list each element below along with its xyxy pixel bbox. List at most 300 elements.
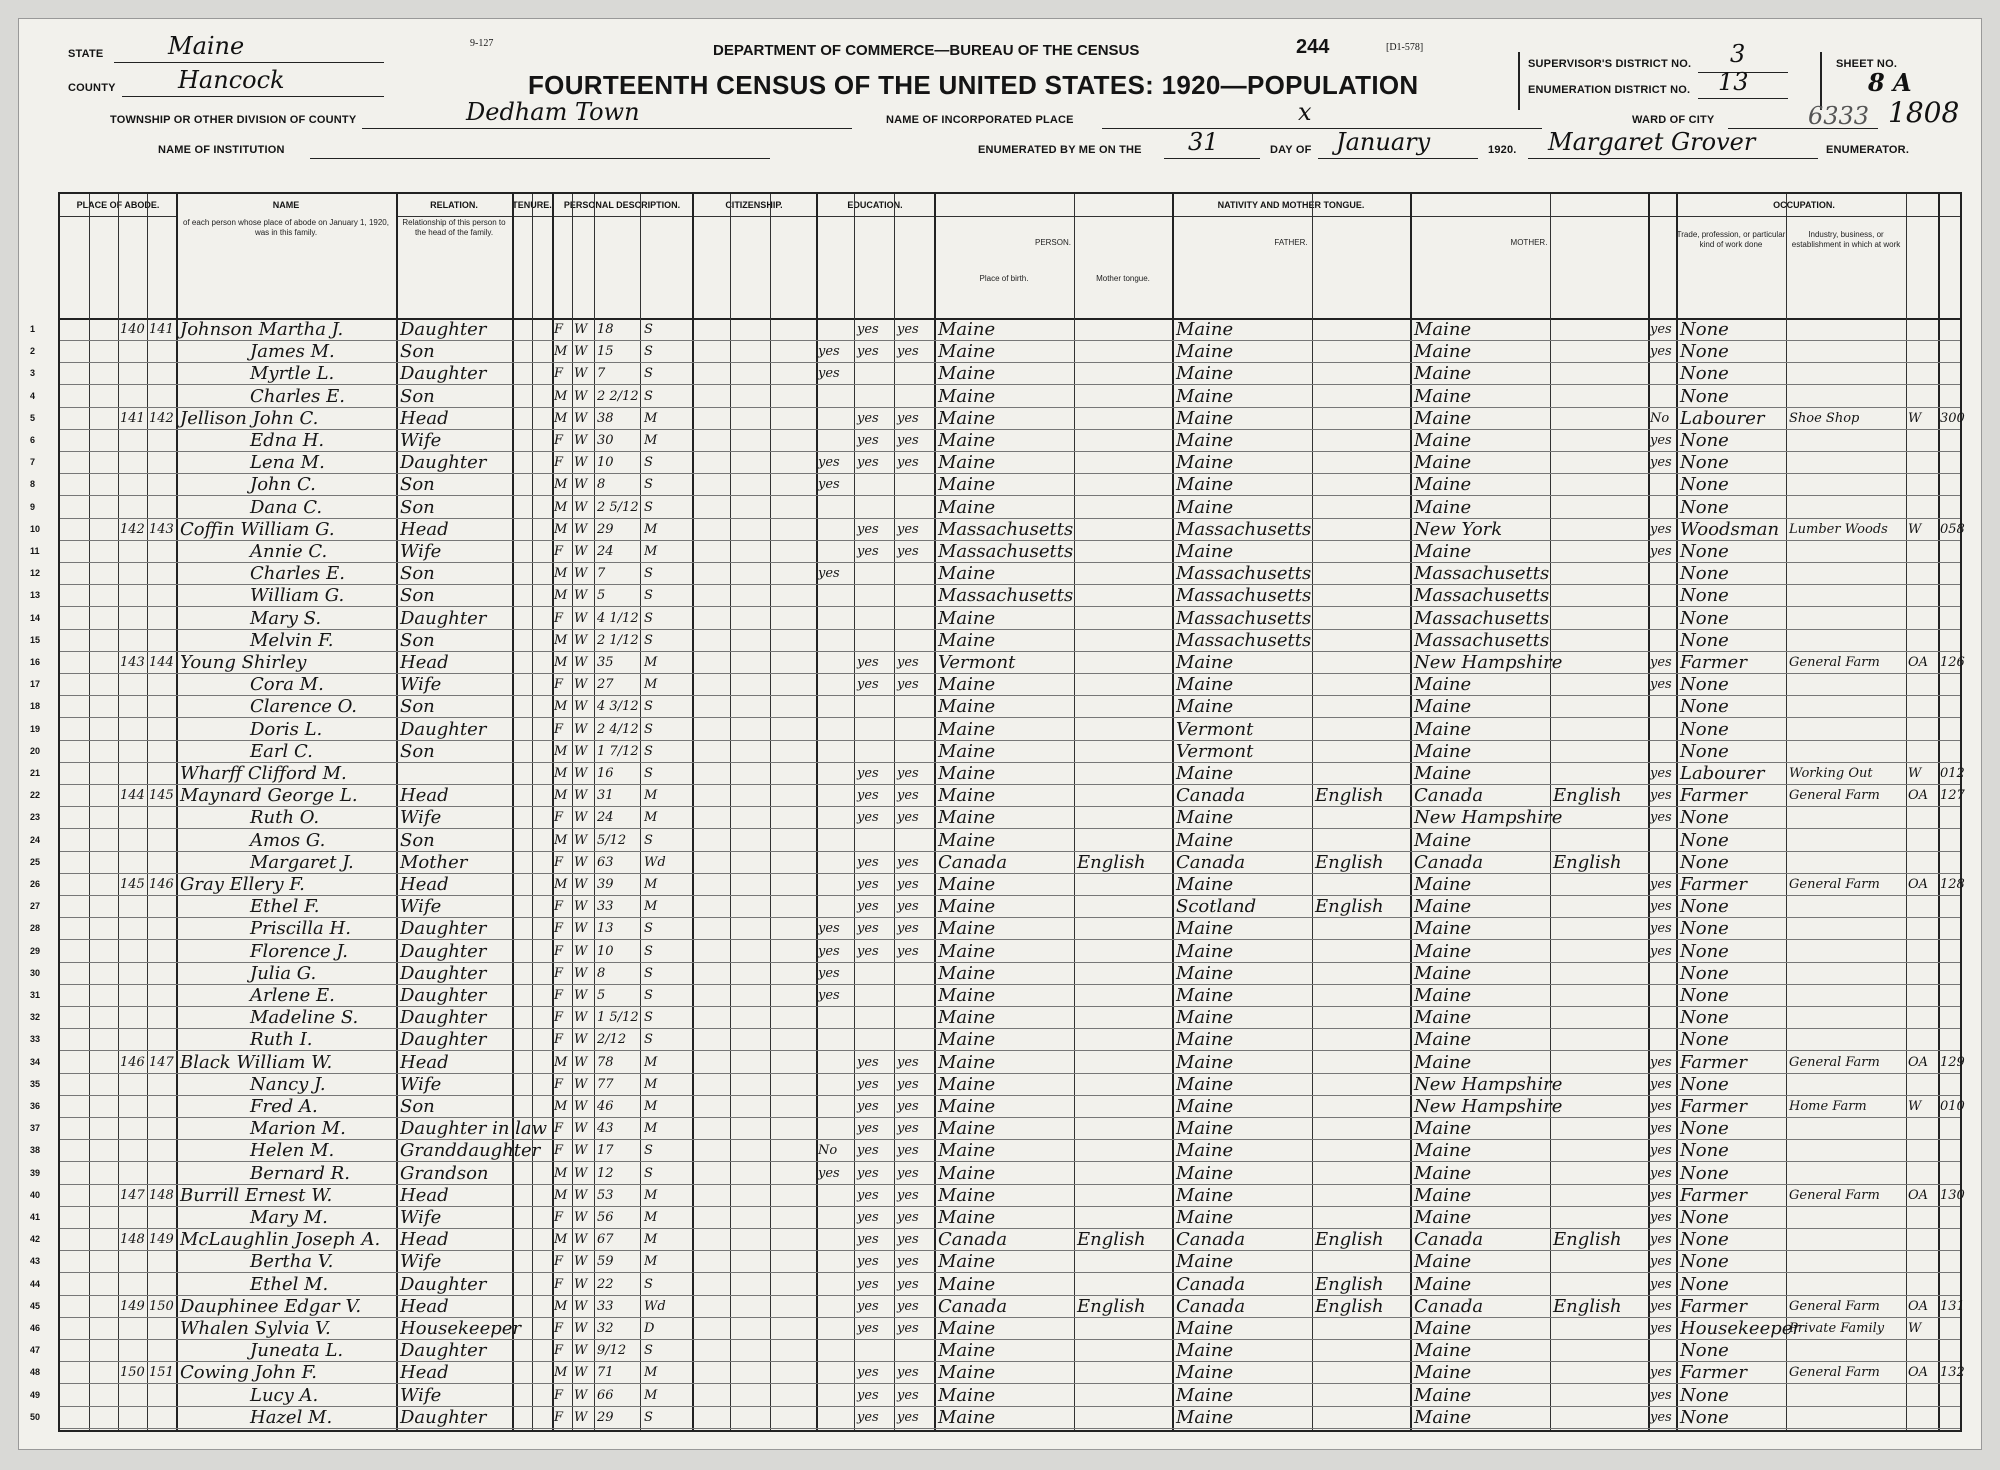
cell-sex: M bbox=[554, 588, 568, 604]
cell-mpob: Maine bbox=[1414, 541, 1472, 562]
cell-n: 46 bbox=[30, 1323, 41, 1333]
cell-rel: Head bbox=[400, 1051, 449, 1073]
cell-mpob: New Hampshire bbox=[1414, 807, 1563, 829]
cell-trade: None bbox=[1680, 474, 1729, 496]
cell-mtongue bbox=[1553, 1028, 1647, 1050]
cell-name: Ruth O. bbox=[250, 807, 320, 829]
cell-age: 32 bbox=[597, 1321, 614, 1336]
cell-read bbox=[857, 584, 893, 606]
cell-fam bbox=[149, 1384, 177, 1406]
cell-ind bbox=[1789, 1028, 1905, 1050]
cell-tongue bbox=[1077, 1095, 1171, 1117]
enumeration-month: January bbox=[1336, 128, 1431, 156]
cell-name: Julia G. bbox=[250, 962, 317, 984]
cell-race: W bbox=[574, 410, 588, 426]
cell-ftongue bbox=[1315, 1162, 1409, 1184]
cell-sex: M bbox=[554, 766, 568, 781]
cell-mtongue bbox=[1553, 562, 1647, 584]
cell-tongue bbox=[1077, 718, 1171, 740]
enumerator-name: Margaret Grover bbox=[1548, 128, 1756, 156]
cell-ind bbox=[1789, 1073, 1905, 1095]
cell-trade: None bbox=[1680, 696, 1729, 718]
cell-mtongue bbox=[1553, 1384, 1647, 1406]
cell-race: W bbox=[574, 899, 588, 915]
cell-n: 4 bbox=[30, 390, 36, 401]
cell-ms: Wd bbox=[644, 1298, 666, 1314]
cell-n: 10 bbox=[30, 523, 41, 534]
supervisor-label: SUPERVISOR'S DISTRICT NO. bbox=[1528, 58, 1692, 70]
cell-write: yes bbox=[897, 521, 919, 537]
cell-n: 3 bbox=[30, 368, 36, 379]
cell-trade: None bbox=[1680, 385, 1729, 407]
cell-fam bbox=[149, 718, 177, 740]
cell-pob: Maine bbox=[938, 674, 996, 696]
cell-pob: Maine bbox=[938, 1251, 996, 1273]
cell-eng: yes bbox=[1650, 1254, 1672, 1270]
cell-race: W bbox=[574, 943, 588, 959]
cell-eng bbox=[1650, 1006, 1676, 1028]
cell-fam bbox=[149, 940, 177, 962]
cell-dw bbox=[120, 1117, 148, 1139]
col-header-mother: MOTHER. bbox=[1510, 238, 1548, 247]
cell-fpob: Maine bbox=[1176, 319, 1234, 340]
cell-fpob: Maine bbox=[1176, 1007, 1234, 1029]
cell-sch: yes bbox=[818, 943, 840, 959]
cell-ftongue bbox=[1315, 318, 1409, 340]
cell-pob: Maine bbox=[938, 940, 996, 962]
cell-mpob: New York bbox=[1414, 518, 1503, 540]
cell-trade: None bbox=[1680, 829, 1729, 851]
cell-tongue: English bbox=[1077, 851, 1146, 873]
cell-ftongue bbox=[1315, 1184, 1409, 1206]
cell-race: W bbox=[574, 877, 588, 892]
cell-code bbox=[1940, 562, 1960, 584]
cell-mpob: Maine bbox=[1414, 341, 1472, 363]
cell-sex: M bbox=[554, 344, 568, 360]
cell-mtongue bbox=[1553, 740, 1647, 762]
cell-cls bbox=[1908, 984, 1936, 1006]
cell-name: Juneata L. bbox=[250, 1340, 344, 1362]
cell-read: yes bbox=[857, 1232, 879, 1248]
cell-mpob: Maine bbox=[1414, 496, 1472, 518]
cell-ms: S bbox=[644, 344, 653, 360]
cell-age: 4 1/12 bbox=[597, 610, 639, 626]
table-row bbox=[30, 718, 1960, 741]
cell-ftongue bbox=[1315, 1361, 1409, 1383]
cell-pob: Maine bbox=[938, 740, 996, 762]
cell-dw bbox=[120, 1250, 148, 1272]
cell-trade: None bbox=[1680, 940, 1729, 962]
cell-read: yes bbox=[857, 1276, 879, 1292]
cell-sch: yes bbox=[818, 366, 840, 382]
cell-pob: Maine bbox=[938, 763, 996, 784]
cell-age: 24 bbox=[597, 544, 614, 559]
cell-ind bbox=[1789, 385, 1905, 407]
cell-fam bbox=[149, 829, 177, 851]
cell-eng: yes bbox=[1650, 1054, 1672, 1070]
cell-sch: yes bbox=[818, 988, 840, 1003]
sheet-value: 8 A bbox=[1868, 68, 1912, 97]
table-row bbox=[30, 1317, 1960, 1340]
cell-name: Cowing John F. bbox=[180, 1362, 317, 1384]
census-title: FOURTEENTH CENSUS OF THE UNITED STATES: 1920—POPULATION bbox=[528, 70, 1419, 100]
cell-tongue bbox=[1077, 540, 1171, 562]
cell-n: 9 bbox=[30, 501, 36, 512]
table-row bbox=[30, 1117, 1960, 1140]
cell-mtongue bbox=[1553, 940, 1647, 962]
cell-mtongue bbox=[1553, 762, 1647, 784]
table-row bbox=[30, 762, 1965, 785]
cell-n: 14 bbox=[30, 612, 41, 623]
cell-pob: Maine bbox=[938, 918, 996, 940]
cell-sch bbox=[818, 1228, 854, 1250]
cell-cls bbox=[1908, 1273, 1936, 1295]
cell-name: Ethel M. bbox=[250, 1273, 329, 1295]
table-header bbox=[60, 194, 1960, 320]
cell-ind bbox=[1789, 540, 1905, 562]
cell-tongue bbox=[1077, 917, 1171, 939]
cell-ftongue bbox=[1315, 1028, 1409, 1050]
cell-write bbox=[897, 584, 933, 606]
cell-race: W bbox=[574, 388, 588, 404]
cell-trade: Labourer bbox=[1680, 763, 1765, 784]
cell-write bbox=[897, 1006, 933, 1028]
cell-pob: Maine bbox=[938, 718, 996, 740]
cell-sch bbox=[818, 1073, 854, 1095]
form-number: 9-127 bbox=[470, 38, 494, 49]
cell-rel: Head bbox=[400, 785, 449, 807]
cell-trade: None bbox=[1680, 962, 1729, 984]
cell-fam: 151 bbox=[149, 1365, 174, 1381]
cell-read bbox=[857, 695, 893, 717]
stamp-number: 244 bbox=[1296, 36, 1330, 58]
cell-age: 4 3/12 bbox=[597, 699, 639, 715]
cell-eng: yes bbox=[1650, 677, 1672, 693]
cell-tongue bbox=[1077, 1051, 1171, 1073]
cell-n: 17 bbox=[30, 679, 41, 690]
cell-cls bbox=[1908, 1250, 1936, 1272]
cell-race: W bbox=[574, 1143, 588, 1159]
cell-sch bbox=[818, 607, 854, 629]
cell-ind bbox=[1789, 695, 1905, 717]
cell-sex: M bbox=[554, 632, 568, 648]
cell-trade: None bbox=[1680, 718, 1729, 740]
cell-mpob: Maine bbox=[1414, 1384, 1472, 1406]
cell-n: 33 bbox=[30, 1034, 41, 1045]
cell-race: W bbox=[574, 965, 588, 981]
cell-ftongue bbox=[1315, 340, 1409, 362]
cell-ind bbox=[1789, 962, 1905, 984]
cell-mtongue bbox=[1553, 540, 1647, 562]
cell-cls bbox=[1908, 940, 1936, 962]
cell-mtongue bbox=[1553, 718, 1647, 740]
cell-pob: Maine bbox=[938, 1318, 996, 1339]
cell-read: yes bbox=[857, 433, 879, 448]
cell-name: Whalen Sylvia V. bbox=[180, 1318, 331, 1339]
cell-ind bbox=[1789, 917, 1905, 939]
cell-dw: 142 bbox=[120, 521, 145, 537]
cell-mpob: Maine bbox=[1414, 962, 1472, 984]
cell-sch bbox=[818, 740, 854, 762]
cell-name: Margaret J. bbox=[250, 851, 354, 873]
cell-ind: Lumber Woods bbox=[1789, 521, 1888, 537]
cell-pob: Maine bbox=[938, 1118, 996, 1140]
cell-write bbox=[897, 829, 933, 851]
cell-cls bbox=[1908, 695, 1936, 717]
cell-n: 23 bbox=[30, 812, 41, 823]
cell-dw: 147 bbox=[120, 1187, 145, 1203]
cell-code bbox=[1940, 584, 1960, 606]
institution-underline bbox=[310, 158, 770, 159]
cell-race: W bbox=[574, 632, 588, 648]
cell-name: Wharff Clifford M. bbox=[180, 763, 347, 784]
cell-tongue bbox=[1077, 1139, 1171, 1161]
cell-tongue bbox=[1077, 829, 1171, 851]
cell-ftongue bbox=[1315, 451, 1409, 473]
cell-sex: F bbox=[554, 1343, 564, 1359]
cell-n: 30 bbox=[30, 967, 41, 978]
cell-trade: None bbox=[1680, 1140, 1729, 1162]
cell-ms: S bbox=[644, 965, 653, 981]
cell-mtongue bbox=[1553, 806, 1647, 828]
cell-pob: Maine bbox=[938, 985, 996, 1006]
cell-eng bbox=[1650, 362, 1676, 384]
cell-sex: F bbox=[554, 1409, 564, 1425]
cell-read: yes bbox=[857, 1254, 879, 1270]
cell-sch bbox=[818, 496, 854, 518]
cell-mtongue bbox=[1553, 1184, 1647, 1206]
cell-tongue bbox=[1077, 762, 1171, 784]
cell-cls: W bbox=[1908, 766, 1922, 781]
cell-rel: Daughter bbox=[400, 985, 487, 1006]
cell-fpob: Maine bbox=[1176, 452, 1234, 474]
cell-n: 27 bbox=[30, 901, 41, 912]
cell-eng bbox=[1650, 473, 1676, 495]
cell-n: 18 bbox=[30, 701, 41, 712]
cell-pob: Maine bbox=[938, 1051, 996, 1073]
cell-sch: yes bbox=[818, 566, 840, 582]
cell-race: W bbox=[574, 588, 588, 604]
cell-race: W bbox=[574, 1298, 588, 1314]
cell-cls bbox=[1908, 1006, 1936, 1028]
cell-ind: General Farm bbox=[1789, 1187, 1880, 1203]
cell-cls bbox=[1908, 584, 1936, 606]
cell-write bbox=[897, 562, 933, 584]
cell-code: 058 bbox=[1940, 521, 1965, 537]
cell-rel: Daughter bbox=[400, 452, 487, 474]
cell-rel: Son bbox=[400, 385, 435, 407]
cell-fpob: Canada bbox=[1176, 1295, 1246, 1317]
cell-ind bbox=[1789, 629, 1905, 651]
cell-age: 5/12 bbox=[597, 832, 627, 848]
cell-cls bbox=[1908, 829, 1936, 851]
cell-write: yes bbox=[897, 899, 919, 915]
cell-code bbox=[1940, 1028, 1960, 1050]
cell-sex: M bbox=[554, 521, 568, 537]
cell-name: Florence J. bbox=[250, 940, 348, 962]
cell-code: 127 bbox=[1940, 788, 1965, 804]
cell-mtongue bbox=[1553, 1406, 1647, 1428]
cell-sex: M bbox=[554, 1365, 568, 1381]
cell-fpob: Maine bbox=[1176, 407, 1234, 429]
cell-read: yes bbox=[857, 1321, 879, 1336]
cell-n: 25 bbox=[30, 856, 41, 867]
cell-fam bbox=[149, 629, 177, 651]
table-row bbox=[30, 473, 1960, 496]
township-value: Dedham Town bbox=[466, 98, 640, 126]
cell-race: W bbox=[574, 1054, 588, 1070]
cell-sch: No bbox=[818, 1143, 838, 1159]
cell-mtongue bbox=[1553, 1162, 1647, 1184]
cell-tongue bbox=[1077, 962, 1171, 984]
incorporated-label: NAME OF INCORPORATED PLACE bbox=[886, 114, 1074, 126]
cell-ftongue bbox=[1315, 362, 1409, 384]
cell-rel: Head bbox=[400, 1362, 449, 1384]
cell-mpob: Maine bbox=[1414, 740, 1472, 762]
cell-write: yes bbox=[897, 433, 919, 448]
cell-sch bbox=[818, 1117, 854, 1139]
cell-ftongue bbox=[1315, 651, 1409, 673]
cell-ind bbox=[1789, 1139, 1905, 1161]
cell-trade: None bbox=[1680, 629, 1729, 651]
cell-rel: Son bbox=[400, 563, 435, 585]
cell-ms: M bbox=[644, 1076, 658, 1092]
cell-ms: S bbox=[644, 1409, 653, 1425]
cell-code bbox=[1940, 473, 1960, 495]
cell-mtongue bbox=[1553, 1206, 1647, 1228]
cell-fam bbox=[149, 562, 177, 584]
cell-n: 42 bbox=[30, 1234, 41, 1245]
cell-sex: F bbox=[554, 965, 564, 981]
cell-fpob: Maine bbox=[1176, 829, 1234, 851]
cell-age: 29 bbox=[597, 521, 614, 537]
cell-mtongue bbox=[1553, 1073, 1647, 1095]
cell-read: yes bbox=[857, 1365, 879, 1381]
cell-n: 41 bbox=[30, 1212, 41, 1222]
cell-code bbox=[1940, 673, 1960, 695]
cell-tongue bbox=[1077, 518, 1171, 540]
cell-ftongue bbox=[1315, 607, 1409, 629]
cell-ftongue bbox=[1315, 1406, 1409, 1428]
cell-rel: Daughter bbox=[400, 1406, 487, 1428]
cell-ftongue bbox=[1315, 829, 1409, 851]
cell-fpob: Maine bbox=[1176, 1207, 1234, 1228]
cell-tongue: English bbox=[1077, 1295, 1146, 1317]
group-place-of-abode: PLACE OF ABODE. bbox=[60, 194, 176, 217]
cell-mtongue: English bbox=[1553, 785, 1622, 807]
cell-race: W bbox=[574, 1121, 588, 1137]
cell-sch bbox=[818, 873, 854, 895]
table-row bbox=[30, 496, 1960, 519]
cell-name: Dauphinee Edgar V. bbox=[180, 1295, 362, 1317]
cell-dw bbox=[120, 1317, 148, 1339]
cell-dw bbox=[120, 851, 148, 873]
cell-ind bbox=[1789, 895, 1905, 917]
cell-pob: Maine bbox=[938, 474, 996, 496]
cell-race: W bbox=[574, 699, 588, 715]
cell-write: yes bbox=[897, 921, 919, 937]
cell-ftongue bbox=[1315, 1095, 1409, 1117]
cell-write: yes bbox=[897, 1232, 919, 1248]
cell-mpob: New Hampshire bbox=[1414, 1073, 1563, 1095]
cell-read: yes bbox=[857, 1409, 879, 1425]
cell-dw bbox=[120, 1384, 148, 1406]
table-row bbox=[30, 1228, 1960, 1251]
cell-mpob: Maine bbox=[1414, 1318, 1472, 1339]
cell-mpob: Maine bbox=[1414, 1140, 1472, 1162]
cell-read bbox=[857, 629, 893, 651]
cell-sex: M bbox=[554, 499, 568, 515]
cell-sex: M bbox=[554, 477, 568, 493]
cell-mpob: Massachusetts bbox=[1414, 563, 1550, 585]
cell-ms: S bbox=[644, 988, 653, 1003]
cell-sex: F bbox=[554, 1143, 564, 1159]
cell-rel: Housekeeper bbox=[400, 1318, 522, 1339]
cell-dw bbox=[120, 718, 148, 740]
cell-eng: yes bbox=[1650, 1321, 1672, 1336]
cell-code bbox=[1940, 740, 1960, 762]
cell-fpob: Maine bbox=[1176, 1140, 1234, 1162]
cell-ind bbox=[1789, 1339, 1905, 1361]
incorporated-underline bbox=[1102, 128, 1542, 129]
cell-pob: Maine bbox=[938, 496, 996, 518]
cell-race: W bbox=[574, 655, 588, 670]
cell-race: W bbox=[574, 544, 588, 559]
cell-pob: Maine bbox=[938, 1384, 996, 1406]
cell-pob: Maine bbox=[938, 1073, 996, 1095]
cell-fam bbox=[149, 1095, 177, 1117]
cell-ftongue: English bbox=[1315, 1229, 1384, 1251]
cell-n: 19 bbox=[30, 723, 41, 734]
cell-name: Black William W. bbox=[180, 1051, 333, 1073]
cell-trade: None bbox=[1680, 430, 1729, 451]
cell-sex: F bbox=[554, 988, 564, 1003]
cell-fpob: Canada bbox=[1176, 785, 1246, 807]
cell-name: Dana C. bbox=[250, 496, 323, 518]
cell-mpob: Canada bbox=[1414, 1229, 1484, 1251]
cell-fam: 143 bbox=[149, 521, 174, 537]
cell-sch bbox=[818, 1250, 854, 1272]
cell-name: Ethel F. bbox=[250, 896, 320, 918]
cell-ind bbox=[1789, 806, 1905, 828]
cell-cls bbox=[1908, 496, 1936, 518]
cell-tongue bbox=[1077, 740, 1171, 762]
cell-tongue bbox=[1077, 673, 1171, 695]
cell-mpob: Maine bbox=[1414, 385, 1472, 407]
cell-pob: Maine bbox=[938, 1340, 996, 1362]
cell-cls: OA bbox=[1908, 1187, 1929, 1203]
cell-mpob: Massachusetts bbox=[1414, 585, 1550, 607]
cell-mtongue bbox=[1553, 429, 1647, 451]
cell-write: yes bbox=[897, 1298, 919, 1314]
day-underline bbox=[1164, 158, 1260, 159]
cell-eng bbox=[1650, 562, 1676, 584]
cell-age: 2 1/12 bbox=[597, 632, 639, 648]
cell-write: yes bbox=[897, 677, 919, 693]
cell-pob: Maine bbox=[938, 563, 996, 585]
cell-mpob: Maine bbox=[1414, 363, 1472, 385]
cell-rel: Wife bbox=[400, 1384, 442, 1406]
cell-race: W bbox=[574, 344, 588, 360]
cell-pob: Canada bbox=[938, 1229, 1008, 1251]
cell-ftongue bbox=[1315, 873, 1409, 895]
cell-read: yes bbox=[857, 1387, 879, 1403]
county-underline bbox=[122, 96, 384, 97]
cell-eng: yes bbox=[1650, 1232, 1672, 1248]
cell-read: yes bbox=[857, 766, 879, 781]
cell-race: W bbox=[574, 322, 588, 337]
cell-sex: F bbox=[554, 433, 564, 448]
